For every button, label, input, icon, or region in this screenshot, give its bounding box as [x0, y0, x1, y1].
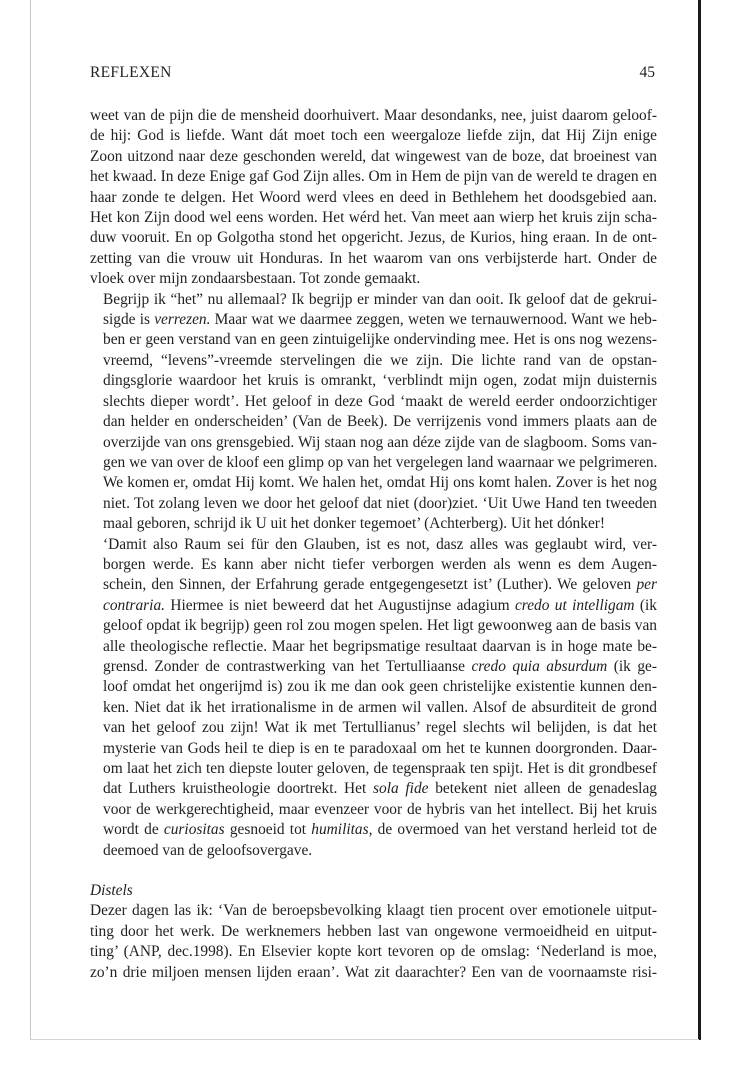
text-line: alle theologische reflectie. Maar het begripsmatige resultaat daarvan is in hoge mate be-	[103, 637, 657, 655]
italic-term: verrezen.	[154, 311, 211, 329]
text-line: ben er geen verstand van en geen zintuigelijke ondervinding mee. Het is ons nog wezens-	[103, 331, 657, 349]
text-line: maal geboren, schrijd ik U uit het donker tegemoet’ (Achterberg). Uit het dónker!	[103, 515, 606, 533]
text-line: dan helder en onderscheiden’ (Van de Beek). De verrijzenis vond immers plaats aan de	[103, 413, 657, 431]
text-line: overzijde van ons grensgebied. Wij staan nog aan déze zijde van de slagboom. Soms van-	[103, 433, 657, 451]
text-line: ken. Niet dat ik het irrationalisme in de armen wil vallen. Alsof de absurditeit de grond	[103, 698, 657, 716]
text-line: Zoon uitzond naar deze geschonden wereld, dat wingewest van de boze, dat broeinest van	[90, 147, 657, 165]
text-line: vreemd, “levens”-vreemde stervelingen die we zijn. Die lichte rand van de opstan-	[103, 351, 657, 369]
paragraph	[90, 106, 657, 290]
running-header	[90, 64, 655, 86]
italic-term: credo quia absurdum	[471, 657, 608, 675]
text-line: wordt de curiositas gesnoeid tot humilitas, de overmoed van het verstand herleid tot de	[103, 821, 658, 839]
section-paragraph	[90, 901, 657, 983]
italic-term: humilitas,	[311, 821, 373, 839]
text-line: duw vooruit. En op Golgotha stond het opgericht. Jezus, de Kurios, hing eraan. In de ont-	[90, 229, 657, 247]
text-line: voor de werkgerechtigheid, maar evenzeer voor de hybris van het intellect. Bij het kruis	[103, 800, 657, 818]
text-line: om laat het zich ten diepste louter geloven, de tegenspraak ten spijt. Het is dit grondbesef	[103, 760, 657, 777]
italic-term: contraria.	[103, 596, 165, 614]
text-line: ting door het werk. De werknemers hebben last van ongewone vermoeidheid en uitput-	[90, 922, 657, 940]
running-title: REFLEXEN	[90, 64, 172, 81]
text-line: vloek over mijn zondaarsbestaan. Tot zonde gemaakt.	[90, 270, 421, 288]
text-line: Het kon Zijn dood wel eens worden. Het wérd het. Van meet aan wierp het kruis zijn scha-	[90, 209, 657, 227]
text-line: zo’n drie miljoen mensen lijden eraan’. Wat zit daarachter? Een van de voornaamste risi-	[90, 963, 657, 981]
text-line: ‘Damit also Raum sei für den Glauben, ist es not, dasz alles was geglaubt wird, ver-	[103, 535, 657, 553]
text-line: loof omdat het ongerijmd is) zou ik me dan ook geen christelijke existentie kunnen den-	[103, 678, 657, 696]
paragraph	[90, 290, 657, 535]
text-line: contraria. Hiermee is niet beweerd dat het Augustijnse adagium credo ut intelligam (ik	[103, 596, 657, 614]
text-line: mysterie van Gods heil te diep is en te paradoxaal om het te kunnen doorgronden. Daar-	[103, 739, 657, 757]
text-line: gen we van over de kloof een glimp op van het vergelegen land waarnaar we pelgrimeren.	[103, 453, 658, 471]
text-line: We komen er, omdat Hij komt. We halen het, omdat Hij ons komt halen. Zover is het nog	[103, 474, 657, 492]
text-line: ting’ (ANP, dec.1998). En Elsevier kopte kort tevoren op de omslag: ‘Nederland is moe,	[90, 943, 657, 961]
italic-term: sola fide	[373, 780, 429, 798]
italic-term: per	[636, 576, 657, 594]
text-line: het kwaad. In deze Enige gaf God Zijn alles. Om in Hem de pijn van de wereld te dragen en	[90, 168, 657, 186]
text-line: dingsglorie waardoor het kruis is omrankt, ‘verblindt mijn ogen, zodat mijn duisternis	[103, 372, 657, 390]
page-number: 45	[639, 64, 655, 81]
page-bottom-edge	[30, 1039, 699, 1040]
text-line: deemoed van de geloofsovergave.	[103, 841, 313, 859]
text-line: geloof opdat ik begrijp) geen rol zou mogen spelen. Het ligt gewoonweg aan de basis van	[103, 617, 657, 635]
text-line: de hij: God is liefde. Want dát moet toch een weergaloze liefde zijn, dat Hij Zijn enige	[90, 127, 657, 145]
page-left-edge	[30, 0, 31, 1040]
text-line: schein, den Sinnen, der Erfahrung gerade entgegengesetzt ist’ (Luther). We geloven per	[103, 576, 657, 594]
text-line: zetting van die vrouw uit Honduras. In het waarom van ons verbijsterde hart. Onder de	[90, 249, 657, 267]
section-heading: Distels	[90, 882, 133, 900]
text-line: slechts dieper wordt’. Het geloof in deze God ‘maakt de wereld eerder ondoorzichtiger	[103, 392, 657, 410]
text-line: grensd. Zonder de contrastwerking van het Tertulliaanse credo quia absurdum (ik ge-	[103, 657, 657, 675]
text-line: weet van de pijn die de mensheid doorhuivert. Maar desondanks, nee, juist daarom geloof-	[90, 107, 657, 124]
text-line: Begrijp ik “het” nu allemaal? Ik begrijp er minder van dan ooit. Ik geloof dat de gekrui-	[103, 290, 657, 308]
text-line: sigde is verrezen. Maar wat we daarmee zeggen, weten we ternauwernood. Want we heb-	[103, 311, 658, 329]
text-line: niet. Tot zolang leven we door het geloof dat niet (door)ziet. ‘Uit Uwe Hand ten tweeden	[103, 494, 657, 512]
paragraph	[90, 535, 657, 862]
text-line: haar zonde te delgen. Het Woord werd vlees en deed in Bethlehem het doodsgebied aan.	[90, 188, 657, 206]
page-right-edge	[698, 0, 701, 1040]
text-line: borgen werde. Es kann aber nicht tiefer verborgen werden als wenn es dem Augen-	[103, 555, 657, 573]
italic-term: curiositas	[163, 821, 225, 839]
italic-term: credo ut intelligam	[514, 596, 635, 614]
text-line: Dezer dagen las ik: ‘Van de beroepsbevolking klaagt tien procent over emotionele uitput-	[90, 902, 657, 920]
text-line: van het geloof zou zijn! Wat ik met Tertullianus’ regel slechts wil belijden, is dat het	[103, 719, 657, 737]
body-text	[90, 106, 657, 983]
text-line: dat Luthers kruistheologie doortrekt. Het sola fide betekent niet alleen de genadeslag	[103, 780, 657, 798]
